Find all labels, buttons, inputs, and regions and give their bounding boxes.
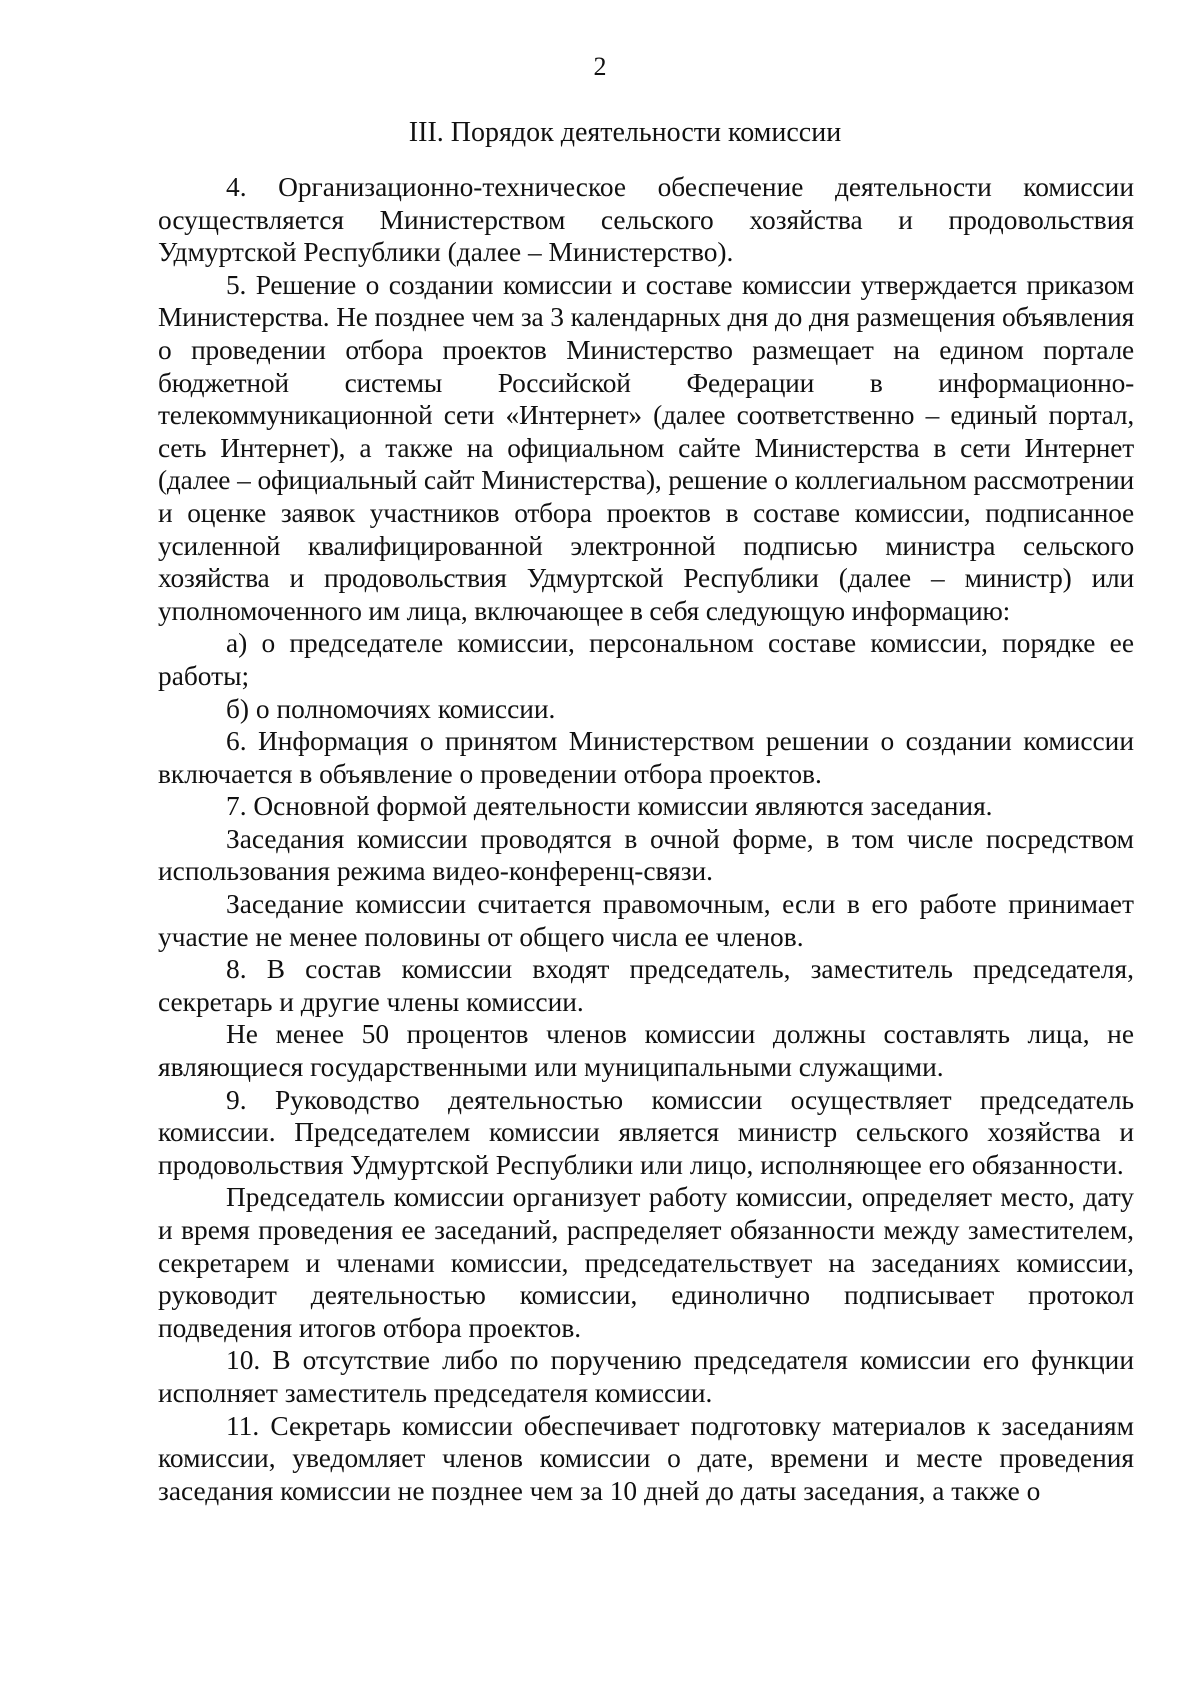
paragraph-8-composition: Не менее 50 процентов членов комиссии должны составлять лица, не являющиеся государственными или муниципальными служащими. [158,1019,1134,1083]
paragraph-10: 10. В отсутствие либо по поручению председателя комиссии его функции исполняет заместитель председателя комиссии. [158,1345,1134,1408]
paragraph-5a: а) о председателе комиссии, персональном составе комиссии, порядке ее работы; [158,628,1134,691]
paragraph-4: 4. Организационно-техническое обеспечение деятельности комиссии осуществляется Министерством сельского хозяйства и продовольствия Удмуртской Республики (далее – Министерство). [158,172,1134,268]
paragraph-11: 11. Секретарь комиссии обеспечивает подготовку материалов к заседаниям комиссии, уведомляет членов комиссии о дате, времени и месте проведения заседания комиссии не позднее чем за 10 дней до даты заседания, а также о [158,1410,1134,1506]
paragraph-5b: б) о полномочиях комиссии. [226,693,556,724]
paragraph-7-quorum: Заседание комиссии считается правомочным, если в его работе принимает участие не менее половины от общего числа ее членов. [158,889,1134,952]
paragraph-5: 5. Решение о создании комиссии и составе комиссии утверждается приказом Министерства. Не позднее чем за 3 календарных дня до дня размещения объявления о проведении отбора проектов Министерство размещает на едином портале бюджетной системы Российской Федерации в информационно-телекоммуникационной сети «Интернет» (далее соответственно – единый портал, сеть Интернет), а также на официальном сайте Министерства в сети Интернет (далее – официальный сайт Министерства), решение о коллегиальном рассмотрении и оценке заявок участников отбора проектов в составе комиссии, подписанное усиленной квалифицированной электронной подписью министра сельского хозяйства и продовольствия Удмуртской Республики (далее – министр) или уполномоченного им лица, включающее в себя следующую информацию: [158,269,1134,626]
paragraph-9: 9. Руководство деятельностью комиссии осуществляет председатель комиссии. Председателем комиссии является министр сельского хозяйства и продовольствия Удмуртской Республики или лицо, исполняющее его обязанности. [158,1084,1134,1180]
paragraph-7: 7. Основной формой деятельности комиссии являются заседания. [226,791,993,822]
paragraph-9-chairman-duties: Председатель комиссии организует работу комиссии, определяет место, дату и время проведения ее заседаний, распределяет обязанности между заместителем, секретарем и членами комиссии, председательствует на заседаниях комиссии, руководит деятельностью комиссии, единолично подписывает протокол подведения итогов отбора проектов. [158,1182,1134,1343]
paragraph-6: 6. Информация о принятом Министерством решении о создании комиссии включается в объявление о проведении отбора проектов. [158,726,1134,789]
paragraph-8: 8. В состав комиссии входят председатель, заместитель председателя, секретарь и другие члены комиссии. [158,954,1134,1017]
page-number: 2 [593,52,607,81]
paragraph-7-meetings-form: Заседания комиссии проводятся в очной форме, в том числе посредством использования режима видео-конференц-связи. [158,823,1134,887]
document-body [158,171,1134,1507]
section-title: III. Порядок деятельности комиссии [408,117,842,148]
